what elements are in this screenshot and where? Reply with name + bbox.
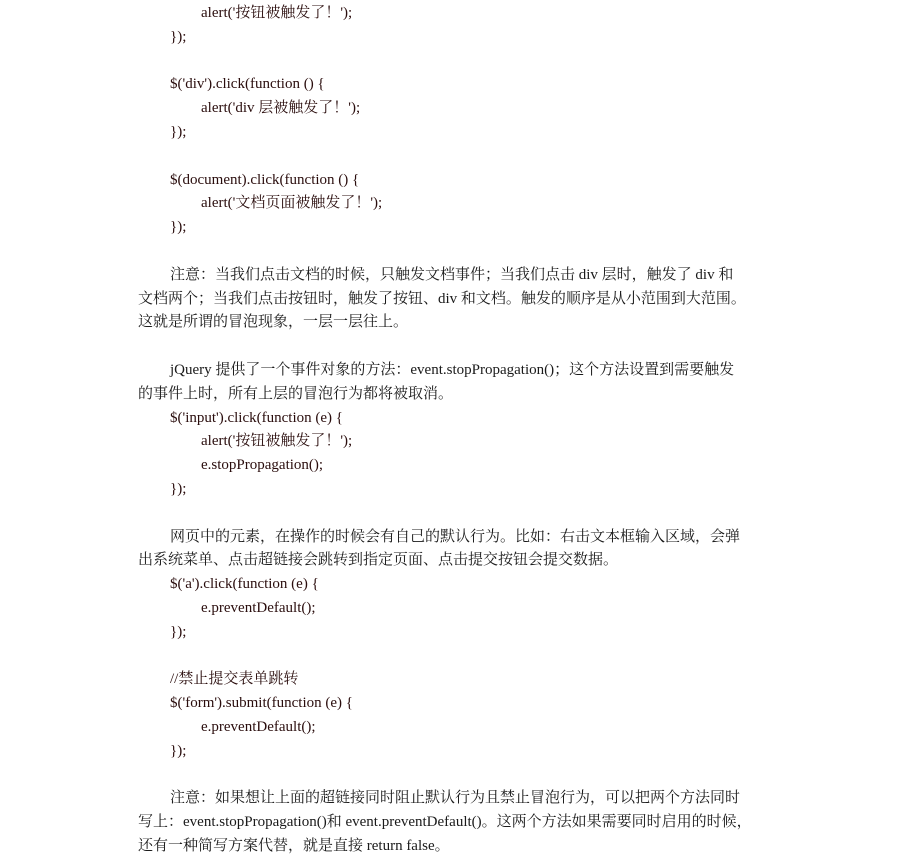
paragraph-line: 还有一种简写方案代替，就是直接 return false。 bbox=[138, 838, 450, 854]
code-line: $('input').click(function (e) { bbox=[170, 410, 343, 426]
code-line: $('div').click(function () { bbox=[170, 76, 325, 92]
code-line: }); bbox=[170, 481, 187, 497]
paragraph-line: 注意：如果想让上面的超链接同时阻止默认行为且禁止冒泡行为，可以把两个方法同时 bbox=[170, 790, 741, 806]
code-line: e.stopPropagation(); bbox=[201, 457, 324, 473]
paragraph-line: 写上：event.stopPropagation()和 event.preventDefault()。这两个方法如果需要同时启用的时候， bbox=[138, 814, 752, 830]
code-line: alert('按钮被触发了！'); bbox=[201, 5, 353, 21]
paragraph-line: 文档两个；当我们点击按钮时，触发了按钮、div 和文档。触发的顺序是从小范围到大范围。 bbox=[138, 291, 746, 307]
code-line: alert('div 层被触发了！'); bbox=[201, 100, 361, 116]
code-line: }); bbox=[170, 219, 187, 235]
code-line: }); bbox=[170, 124, 187, 140]
code-line: }); bbox=[170, 29, 187, 45]
paragraph-line: 出系统菜单、点击超链接会跳转到指定页面、点击提交按钮会提交数据。 bbox=[138, 552, 619, 568]
paragraph-line: 的事件上时，所有上层的冒泡行为都将被取消。 bbox=[138, 386, 454, 402]
code-line: alert('文档页面被触发了！'); bbox=[201, 195, 383, 211]
paragraph-line: jQuery 提供了一个事件对象的方法：event.stopPropagation()；这个方法设置到需要触发 bbox=[170, 362, 735, 378]
code-line: $('form').submit(function (e) { bbox=[170, 695, 353, 711]
code-line: e.preventDefault(); bbox=[201, 600, 316, 616]
code-line: e.preventDefault(); bbox=[201, 719, 316, 735]
code-line: $(document).click(function () { bbox=[170, 172, 360, 188]
code-line: $('a').click(function (e) { bbox=[170, 576, 319, 592]
code-line: }); bbox=[170, 743, 187, 759]
code-line: //禁止提交表单跳转 bbox=[170, 671, 299, 687]
paragraph-line: 注意：当我们点击文档的时候，只触发文档事件；当我们点击 div 层时，触发了 div 和 bbox=[170, 267, 734, 283]
code-line: }); bbox=[170, 624, 187, 640]
paragraph-line: 这就是所谓的冒泡现象，一层一层往上。 bbox=[138, 314, 409, 330]
code-line: alert('按钮被触发了！'); bbox=[201, 433, 353, 449]
paragraph-line: 网页中的元素，在操作的时候会有自己的默认行为。比如：右击文本框输入区域，会弹 bbox=[170, 529, 741, 545]
